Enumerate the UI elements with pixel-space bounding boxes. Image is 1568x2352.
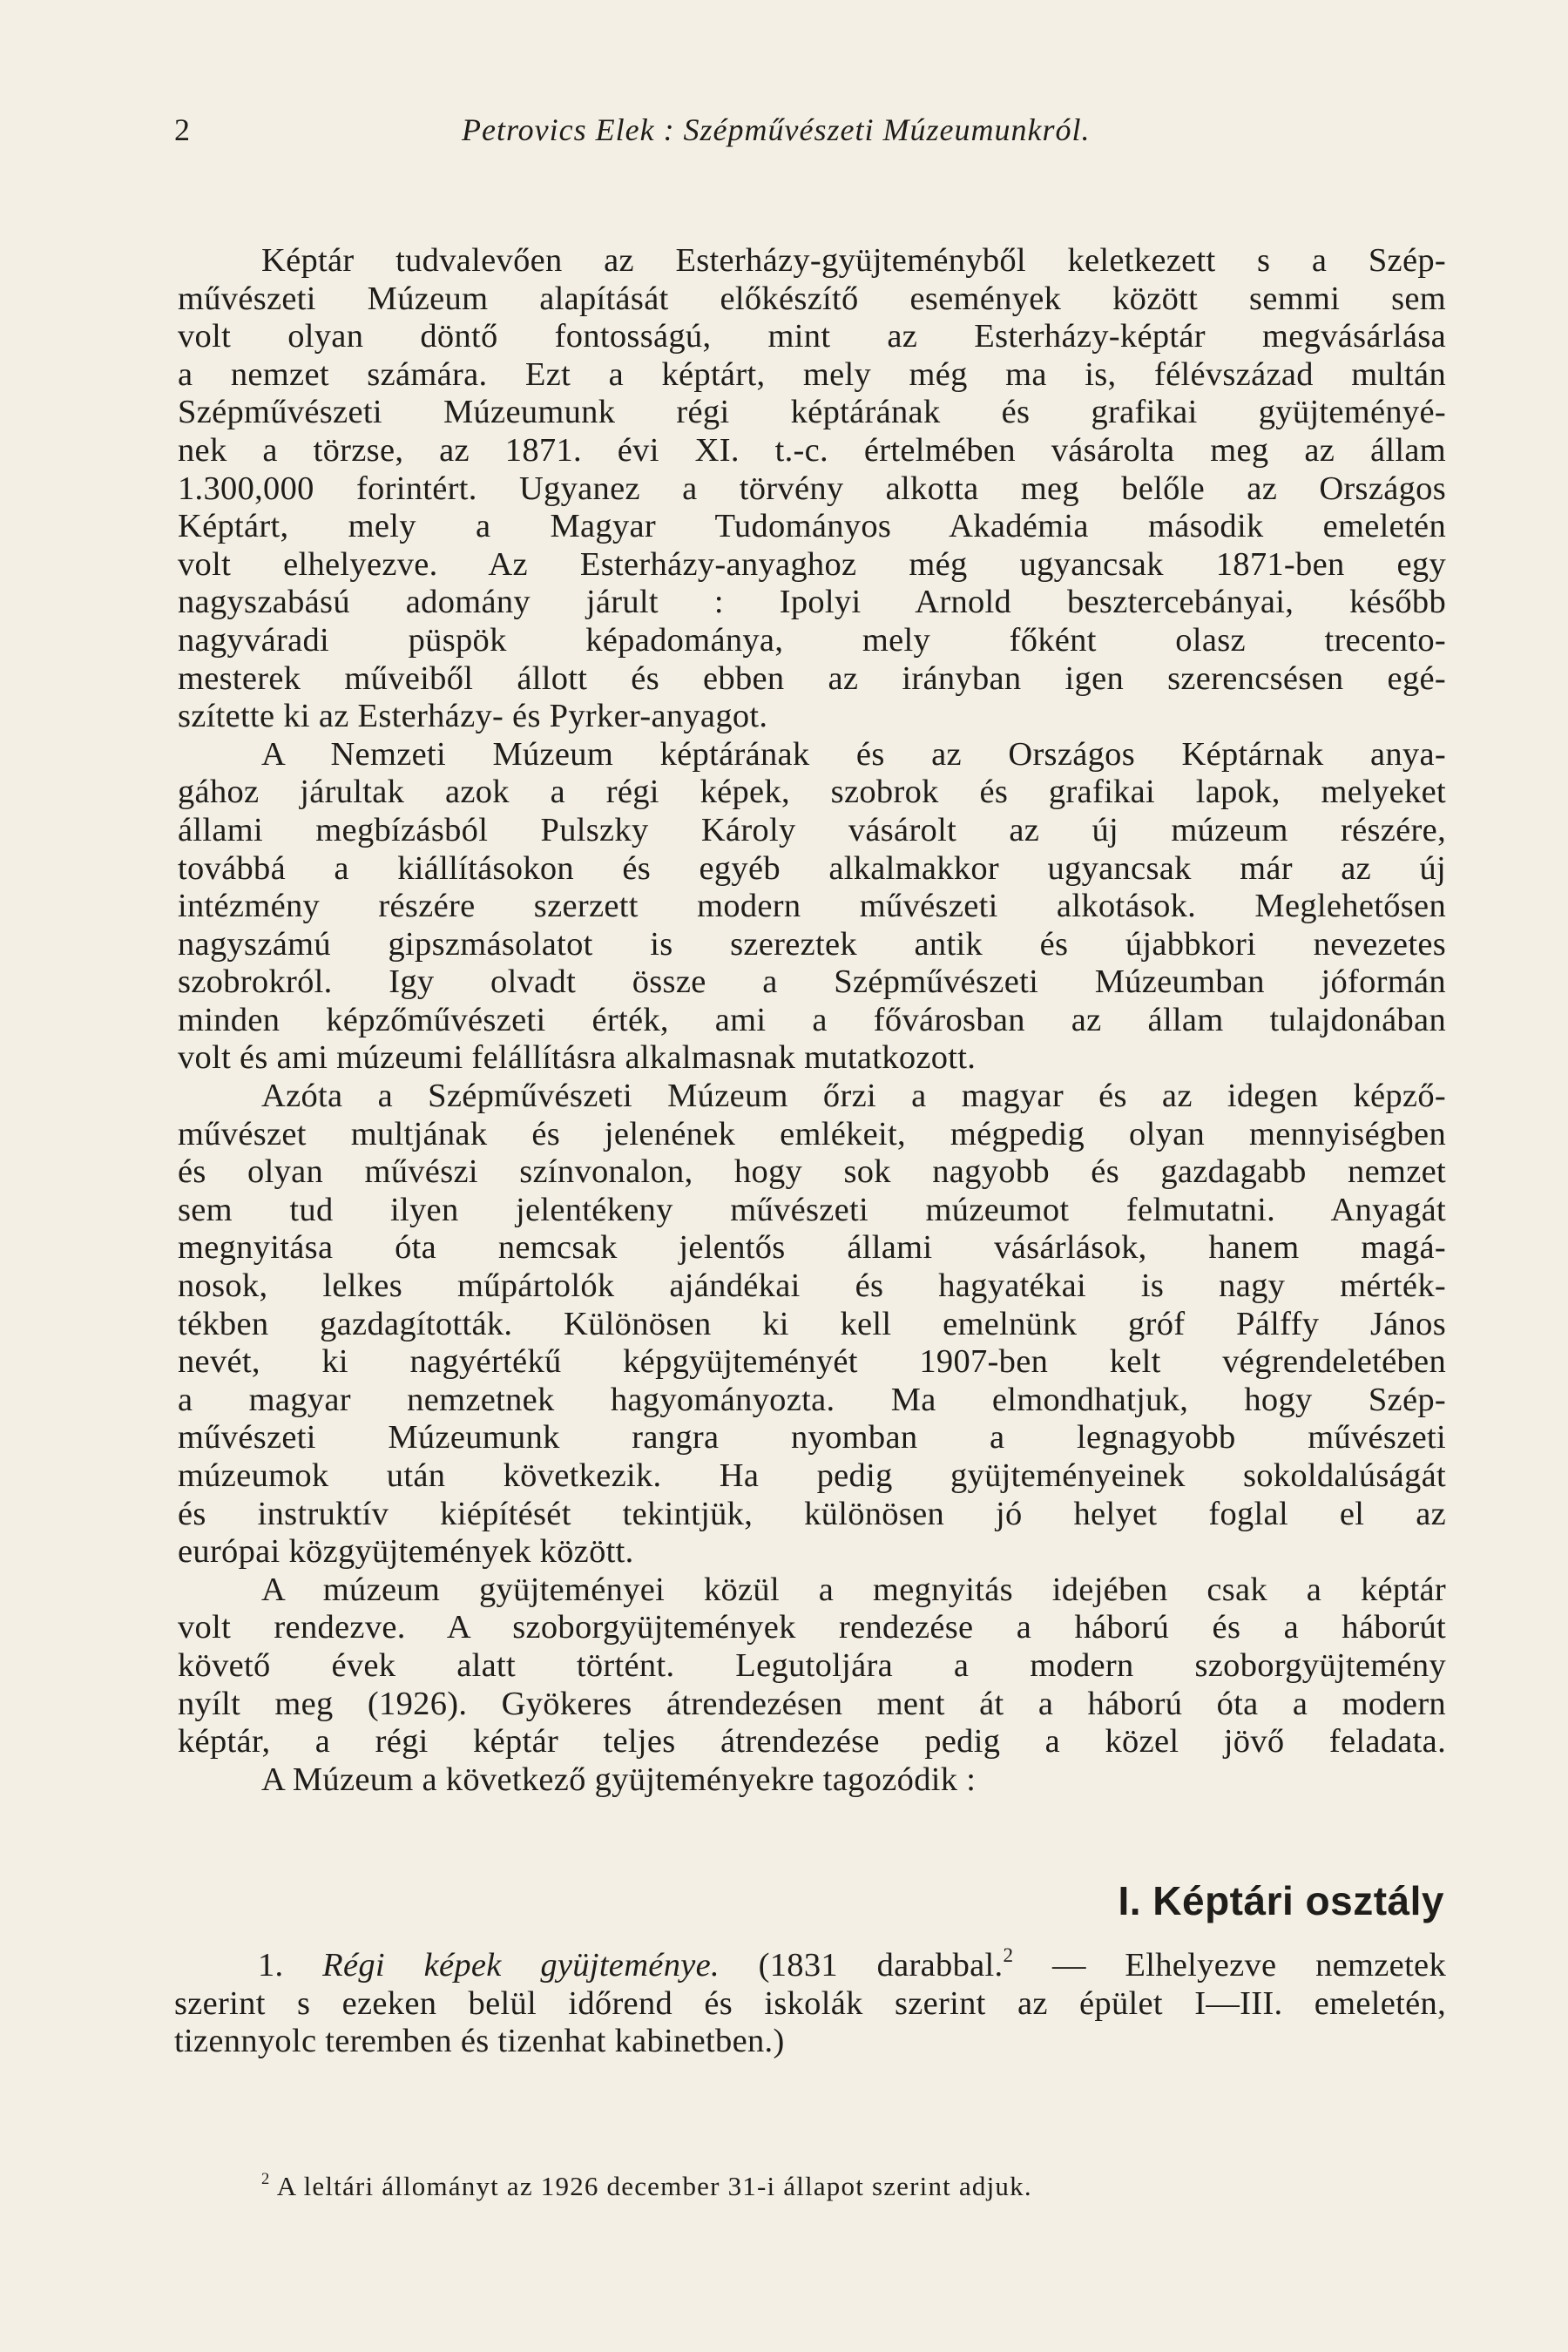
text-line: művészeti Múzeumunk rangra nyomban a legnagyobb művészeti	[178, 1419, 1446, 1456]
text-line: és olyan művészi színvonalon, hogy sok nagyobb és gazdagabb nemzet	[178, 1153, 1446, 1191]
text-line: volt rendezve. A szoborgyüjtemények rendezése a háború és a háborút	[178, 1609, 1446, 1646]
text-line: nek a törzse, az 1871. évi XI. t.-c. értelmében vásárolta meg az állam	[178, 431, 1446, 469]
text-line: képtár, a régi képtár teljes átrendezése pedig a közel jövő feladata.	[178, 1723, 1446, 1761]
text-line: állami megbízásból Pulszky Károly vásárolt az új múzeum részére,	[178, 811, 1446, 848]
text-line: nagyszámú gipszmásolatot is szereztek antik és újabbkori nevezetes	[178, 925, 1446, 963]
text-line: követő évek alatt történt. Legutoljára a modern szoborgyüjtemény	[178, 1646, 1446, 1684]
text-line: európai közgyüjtemények között.	[178, 1533, 634, 1571]
text-line: és instruktív kiépítését tekintjük, különösen jó helyet foglal el az	[178, 1495, 1446, 1532]
text-line: Szépművészeti Múzeumunk régi képtárának és grafikai gyüjteményé-	[178, 394, 1446, 431]
text-line: a nemzet számára. Ezt a képtárt, mely még ma is, félévszázad multán	[178, 355, 1446, 393]
footnote-reference: 2	[1003, 1943, 1014, 1966]
text-line: a magyar nemzetnek hagyományozta. Ma elmondhatjuk, hogy Szép-	[178, 1381, 1446, 1418]
item-title: Régi képek gyüjteménye.	[322, 1947, 720, 1984]
text-line: Képtár tudvalevően az Esterházy-gyüjteményből keletkezett s a Szép-	[261, 242, 1446, 279]
text-line: Képtárt, mely a Magyar Tudományos Akadémia második emeletén	[178, 508, 1446, 545]
text-line: nosok, lelkes műpártolók ajándékai és hagyatékai is nagy mérték-	[178, 1267, 1446, 1305]
text-line: művészet multjának és jelenének emlékeit, mégpedig olyan mennyiségben	[178, 1115, 1446, 1152]
text-line: 1.300,000 forintért. Ugyanez a törvény alkotta meg belőle az Országos	[178, 470, 1446, 507]
body-text	[178, 242, 1446, 1799]
text-line: volt olyan döntő fontosságú, mint az Esterházy-képtár megvásárlása	[178, 318, 1446, 355]
text-line: sem tud ilyen jelentékeny művészeti múzeumot felmutatni. Anyagát	[178, 1191, 1446, 1228]
footnote	[261, 2171, 1359, 2202]
footnote-mark: 2	[261, 2169, 271, 2188]
item-number: 1.	[258, 1947, 284, 1984]
text-line: szobrokról. Igy olvadt össze a Szépművészeti Múzeumban jóformán	[178, 963, 1446, 1001]
text-line: intézmény részére szerzett modern művészeti alkotások. Meglehetősen	[178, 888, 1446, 925]
text-line: művészeti Múzeum alapítását előkészítő események között semmi sem	[178, 280, 1446, 317]
text-line: A Nemzeti Múzeum képtárának és az Országos Képtárnak anya-	[261, 735, 1446, 773]
text-line: nevét, ki nagyértékű képgyüjteményét 1907-ben kelt végrendeletében	[178, 1343, 1446, 1381]
item-line: tizennyolc teremben és tizenhat kabinetben.)	[174, 2023, 785, 2060]
item-location: — Elhelyezve nemzetek	[1013, 1947, 1446, 1984]
text-line: múzeumok után következik. Ha pedig gyüjteményeinek sokoldalúságát	[178, 1457, 1446, 1494]
item-line: szerint s ezeken belül időrend és iskolák szerint az épület I—III. emeletén,	[174, 1984, 1446, 2022]
footnote-text: A leltári állományt az 1926 december 31-i állapot szerint adjuk.	[270, 2171, 1032, 2201]
text-line: volt és ami múzeumi felállításra alkalmasnak mutatkozott.	[178, 1039, 977, 1077]
text-line: mesterek műveiből állott és ebben az irányban igen szerencsésen egé-	[178, 659, 1446, 697]
page-header	[174, 112, 1446, 164]
running-title: Petrovics Elek : Szépművészeti Múzeumunkról.	[462, 112, 1091, 147]
text-line: nagyszabású adomány járult : Ipolyi Arnold besztercebányai, később	[178, 584, 1446, 621]
text-line: szítette ki az Esterházy- és Pyrker-anyagot.	[178, 698, 768, 735]
text-line: nyílt meg (1926). Gyökeres átrendezésen ment át a háború óta a modern	[178, 1685, 1446, 1722]
text-line: Azóta a Szépművészeti Múzeum őrzi a magyar és az idegen képző-	[261, 1078, 1446, 1115]
text-line: nagyváradi püspök képadománya, mely főként olasz trecento-	[178, 621, 1446, 659]
text-line: minden képzőművészeti érték, ami a fővárosban az állam tulajdonában	[178, 1001, 1446, 1038]
text-line: gához járultak azok a régi képek, szobrok és grafikai lapok, melyeket	[178, 774, 1446, 811]
text-line: A múzeum gyüjteményei közül a megnyitás idejében csak a képtár	[261, 1571, 1446, 1608]
text-line: megnyitása óta nemcsak jelentős állami vásárlások, hanem magá-	[178, 1229, 1446, 1267]
page-number: 2	[174, 112, 190, 147]
text-line: továbbá a kiállításokon és egyéb alkalmakkor ugyancsak már az új	[178, 849, 1446, 887]
text-line: volt elhelyezve. Az Esterházy-anyaghoz még ugyancsak 1871-ben egy	[178, 545, 1446, 583]
collection-item	[174, 1943, 1446, 2061]
text-line: tékben gazdagították. Különösen ki kell emelnünk gróf Pálffy János	[178, 1305, 1446, 1342]
item-count: (1831 darabbal.	[719, 1947, 1004, 1984]
text-line: A Múzeum a következő gyüjteményekre tagozódik :	[261, 1761, 977, 1798]
item-line	[174, 1943, 1446, 1985]
section-heading: I. Képtári osztály	[1118, 1878, 1444, 1923]
